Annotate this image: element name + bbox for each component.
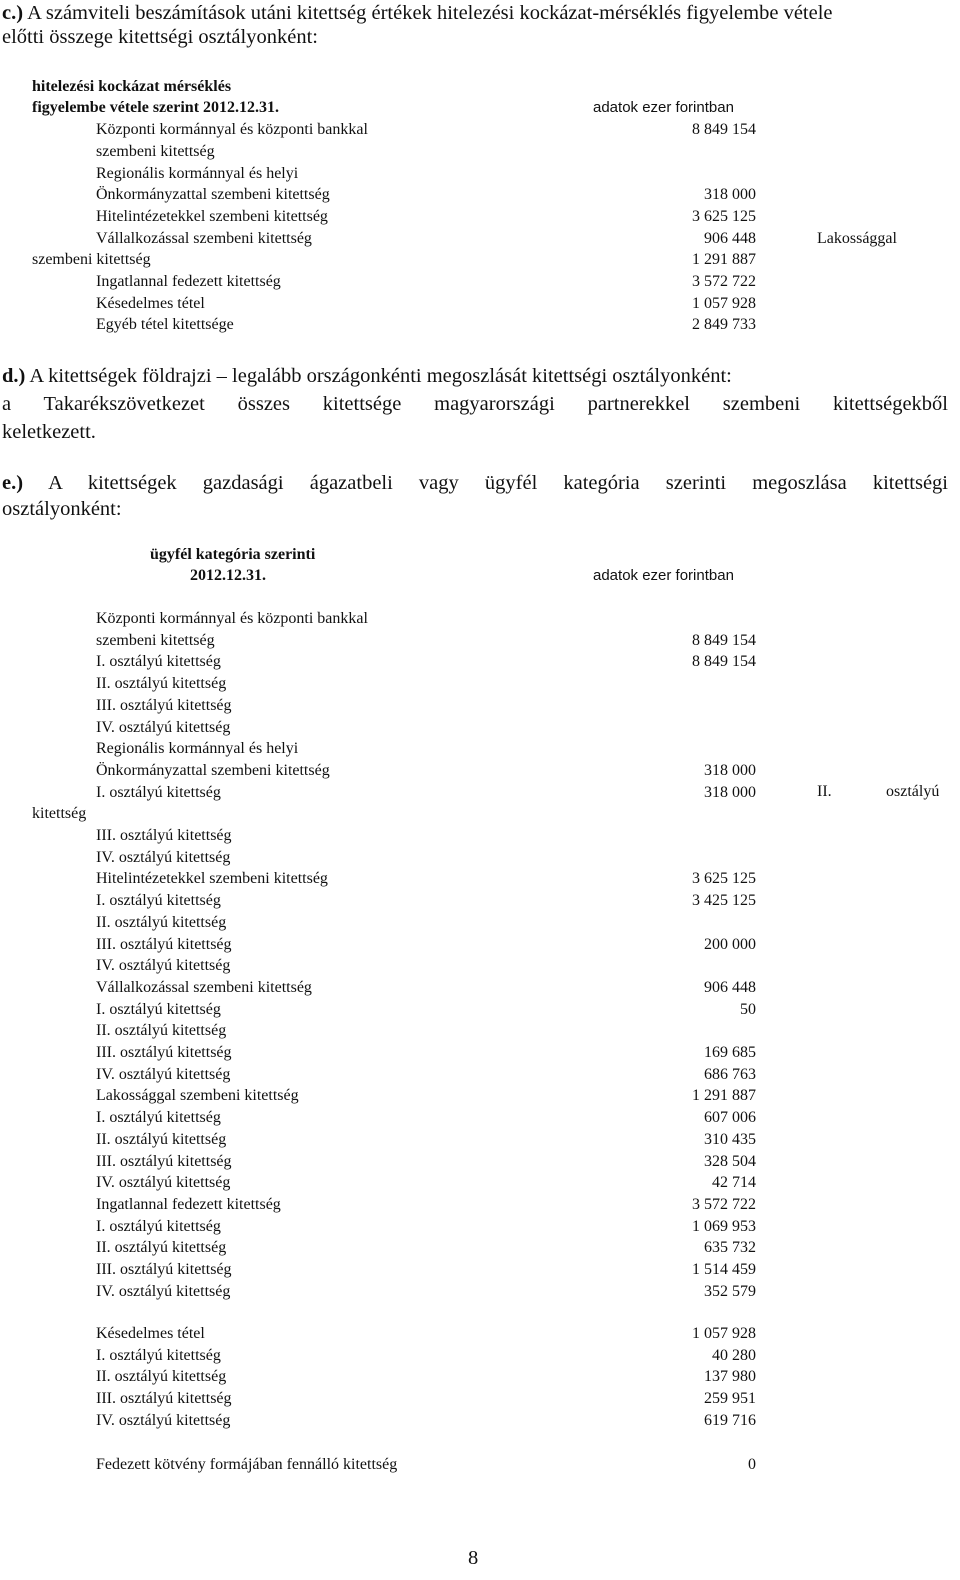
table-row xyxy=(96,1194,756,1215)
row-label: IV. osztályú kitettség xyxy=(96,1174,231,1192)
table-row xyxy=(96,630,756,651)
row-label: Regionális kormánnyal és helyi xyxy=(96,740,299,758)
row-value: 8 849 154 xyxy=(692,653,756,671)
table-row xyxy=(96,1388,756,1409)
section-e-unit: adatok ezer forintban xyxy=(593,567,734,584)
table-row xyxy=(96,651,756,672)
row-value: 137 980 xyxy=(704,1368,756,1386)
table-row xyxy=(96,803,756,824)
row-label: Lakossággal szembeni kitettség xyxy=(96,1087,299,1105)
table-row xyxy=(96,738,756,759)
table-row xyxy=(96,760,756,781)
row-label: IV. osztályú kitettség xyxy=(96,1065,231,1083)
e-wrap-word: osztályú xyxy=(886,783,940,800)
c-row-4: Vállalkozással szembeni kitettség 906 448 xyxy=(96,230,756,247)
row-label: IV. osztályú kitettség xyxy=(96,848,231,866)
row-label: I. osztályú kitettség xyxy=(96,1217,221,1235)
e-wrap-tail: kitettség xyxy=(32,805,87,822)
section-c-sub2: figyelembe vétele szerint 2012.12.31. xyxy=(32,99,280,116)
section-e-line2: osztályonként: xyxy=(2,498,122,520)
table-row xyxy=(96,1237,756,1258)
row-label: II. osztályú kitettség xyxy=(96,1368,227,1386)
section-d-line2: a Takarékszövetkezet összes kitettsége magyarországi partnerekkel szembeni kitettségekből xyxy=(2,393,948,415)
c-row-1a: Központi kormánnyal és központi bankkal 8 849 154 xyxy=(96,121,756,138)
row-label: II. osztályú kitettség xyxy=(96,675,227,693)
c-row-7: Késedelmes tétel 1 057 928 xyxy=(96,295,756,312)
section-c-prefix: c.) xyxy=(2,2,24,24)
row-label: III. osztályú kitettség xyxy=(96,935,232,953)
row-value: 169 685 xyxy=(704,1044,756,1061)
row-value: 200 000 xyxy=(704,935,756,953)
table-row xyxy=(96,695,756,716)
section-d-line3: keletkezett. xyxy=(2,421,96,443)
row-label: Ingatlannal fedezett kitettség xyxy=(96,1195,281,1213)
c-row-5-value-row: 1 291 887 xyxy=(692,251,756,268)
c-row-3: Hitelintézetekkel szembeni kitettség 3 625 125 xyxy=(96,208,756,225)
row-value: 328 504 xyxy=(704,1152,756,1170)
table-row xyxy=(96,782,756,803)
table-row xyxy=(96,1020,756,1041)
table-row xyxy=(96,847,756,868)
row-label: IV. osztályú kitettség xyxy=(96,1411,231,1429)
c-row-5b: szembeni kitettség xyxy=(32,251,151,268)
table-row xyxy=(96,1151,756,1172)
table-row xyxy=(96,912,756,933)
row-value: 318 000 xyxy=(704,761,756,779)
row-label: II. osztályú kitettség xyxy=(96,1239,227,1257)
row-value: 906 448 xyxy=(704,978,756,996)
c-row-8: Egyéb tétel kitettsége 2 849 733 xyxy=(96,316,756,333)
table-row xyxy=(96,717,756,738)
table-row xyxy=(96,1281,756,1302)
section-c-heading-line2: előtti összege kitettségi osztályonként: xyxy=(2,26,318,48)
table-row xyxy=(96,999,756,1020)
row-label: II. osztályú kitettség xyxy=(96,1130,227,1148)
section-e-prefix: e.) xyxy=(2,472,24,494)
table-row xyxy=(96,1107,756,1128)
row-value: 3 625 125 xyxy=(692,870,756,888)
c-row-6: Ingatlannal fedezett kitettség 3 572 722 xyxy=(96,273,756,290)
row-label: IV. osztályú kitettség xyxy=(96,957,231,975)
row-value: 318 000 xyxy=(704,783,756,801)
row-value: 352 579 xyxy=(704,1282,756,1300)
table-row xyxy=(96,1129,756,1150)
c-row-2b: Önkormányzattal szembeni kitettség 318 000 xyxy=(96,186,756,203)
row-value: 1 291 887 xyxy=(692,1087,756,1105)
e-covered-row: Fedezett kötvény formájában fennálló kitettség 0 xyxy=(96,1456,756,1473)
row-label: Vállalkozással szembeni kitettség xyxy=(96,978,312,996)
row-label: szembeni kitettség xyxy=(96,631,215,649)
row-label: Hitelintézetekkel szembeni kitettség xyxy=(96,870,328,888)
table-row xyxy=(96,868,756,889)
row-value: 607 006 xyxy=(704,1109,756,1127)
section-c-heading-line1: A számviteli beszámítások utáni kitettség értékek hitelezési kockázat-mérséklés figyelembe vétele xyxy=(27,2,833,24)
table-row xyxy=(96,608,756,629)
row-label: II. osztályú kitettség xyxy=(96,913,227,931)
row-label: Önkormányzattal szembeni kitettség xyxy=(96,761,330,779)
section-c-sub1: hitelezési kockázat mérséklés xyxy=(32,78,232,95)
row-value: 619 716 xyxy=(704,1411,756,1429)
row-label: IV. osztályú kitettség xyxy=(96,718,231,736)
table-row xyxy=(96,1345,756,1366)
c-row-2a: Regionális kormánnyal és helyi xyxy=(96,165,299,182)
row-label: I. osztályú kitettség xyxy=(96,653,221,671)
row-value: 1 514 459 xyxy=(692,1261,756,1278)
row-value: 3 425 125 xyxy=(692,892,756,910)
table-row xyxy=(96,825,756,846)
row-value: 8 849 154 xyxy=(692,631,756,649)
row-label: III. osztályú kitettség xyxy=(96,1261,232,1278)
table-row xyxy=(96,1042,756,1063)
c-row-5a: Lakossággal xyxy=(817,230,897,247)
row-label: III. osztályú kitettség xyxy=(96,1390,232,1408)
row-label: II. osztályú kitettség xyxy=(96,1022,227,1040)
table-row xyxy=(96,1366,756,1387)
table-row xyxy=(96,673,756,694)
e-wrap-roman: II. xyxy=(817,783,832,800)
row-value: 50 xyxy=(740,1000,756,1018)
section-c-heading xyxy=(2,0,833,26)
row-value: 635 732 xyxy=(704,1239,756,1257)
row-label: Késedelmes tétel xyxy=(96,1325,205,1342)
row-label: III. osztályú kitettség xyxy=(96,696,232,714)
row-value: 42 714 xyxy=(712,1174,756,1192)
page-number: 8 xyxy=(468,1547,479,1569)
row-value: 686 763 xyxy=(704,1065,756,1083)
row-label: I. osztályú kitettség xyxy=(96,1346,221,1364)
row-value: 1 069 953 xyxy=(692,1217,756,1235)
table-row xyxy=(96,1323,756,1344)
table-row xyxy=(96,1172,756,1193)
row-label: I. osztályú kitettség xyxy=(96,892,221,910)
table-row xyxy=(96,1410,756,1431)
row-label: I. osztályú kitettség xyxy=(96,783,221,801)
table-row xyxy=(96,934,756,955)
table-row xyxy=(96,1085,756,1106)
row-label: IV. osztályú kitettség xyxy=(96,1282,231,1300)
row-label: III. osztályú kitettség xyxy=(96,1152,232,1170)
row-label: III. osztályú kitettség xyxy=(96,1044,232,1061)
row-value: 259 951 xyxy=(704,1390,756,1408)
table-row xyxy=(96,977,756,998)
section-e-sub2: 2012.12.31. xyxy=(190,567,266,584)
table-row xyxy=(96,955,756,976)
section-d-prefix: d.) xyxy=(2,365,26,387)
row-value: 40 280 xyxy=(712,1346,756,1364)
section-c-unit: adatok ezer forintban xyxy=(593,99,734,116)
table-row xyxy=(96,1259,756,1280)
row-label: III. osztályú kitettség xyxy=(96,827,232,844)
row-value: 1 057 928 xyxy=(692,1325,756,1342)
section-e-line1: e.) A kitettségek gazdasági ágazatbeli vagy ügyfél kategória szerinti megoszlása kitettségi xyxy=(2,472,948,494)
section-e-sub1: ügyfél kategória szerinti xyxy=(150,546,316,563)
table-row xyxy=(96,890,756,911)
row-label: I. osztályú kitettség xyxy=(96,1000,221,1018)
section-d-line1: d.) A kitettségek földrajzi – legalább országonkénti megoszlását kitettségi osztályonként: xyxy=(2,365,732,387)
row-label: I. osztályú kitettség xyxy=(96,1109,221,1127)
table-row xyxy=(96,1064,756,1085)
c-row-1b: szembeni kitettség xyxy=(96,143,215,160)
row-label: Központi kormánnyal és központi bankkal xyxy=(96,610,368,627)
row-value: 3 572 722 xyxy=(692,1195,756,1213)
row-value: 310 435 xyxy=(704,1130,756,1148)
table-row xyxy=(96,1216,756,1237)
